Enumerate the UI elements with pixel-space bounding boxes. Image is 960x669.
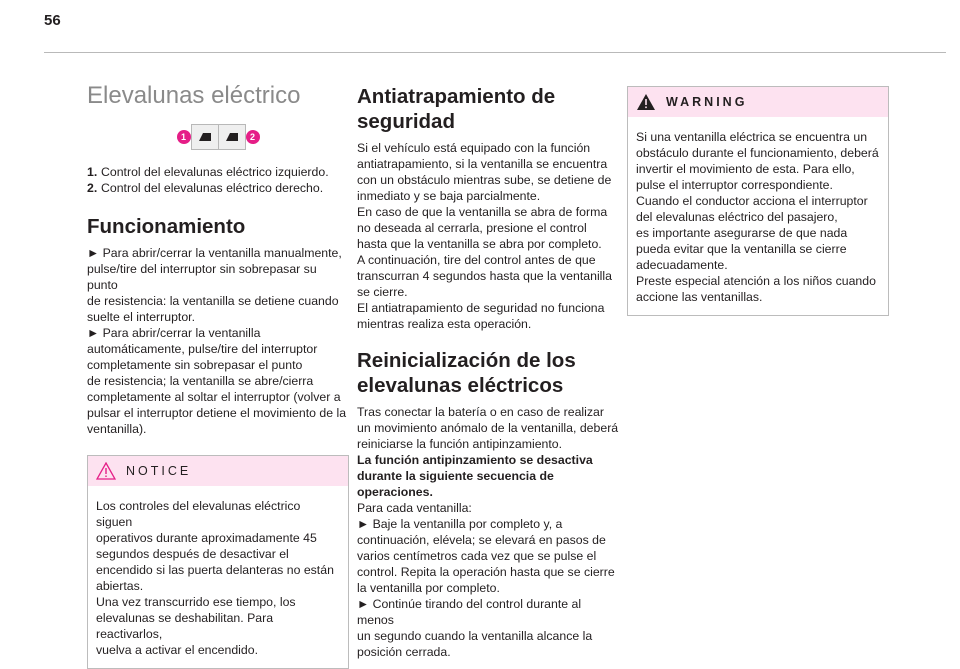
column-2 bbox=[357, 84, 619, 660]
warning-triangle-icon bbox=[636, 93, 656, 111]
notice-header bbox=[88, 456, 348, 486]
warning-title: WARNING bbox=[666, 95, 748, 109]
warning-box bbox=[627, 86, 889, 316]
warning-header bbox=[628, 87, 888, 117]
column-1 bbox=[87, 72, 349, 669]
section-title-antiatrapamiento: Antiatrapamiento de seguridad bbox=[357, 85, 556, 133]
antiatrapamiento-text: Si el vehículo está equipado con la función antiatrapamiento, si la ventanilla se encuentra con un obstáculo mientras sube, se detiene de inmediato y se baja parcialmente. En caso de que la ventanilla se abra de forma no deseada al cerrarla, presione el control hasta que la ventanilla se abra por completo. A continuación, tire del control antes de que transcurran 4 segundos hasta que la ventanilla se cierre. El antiatrapamiento de seguridad no funciona mientras realiza esta operación. bbox=[357, 141, 612, 331]
notice-triangle-icon bbox=[96, 462, 116, 480]
section-title-funcionamiento: Funcionamiento bbox=[87, 215, 246, 238]
reinicializacion-text: Tras conectar la batería o en caso de realizar un movimiento anómalo de la ventanilla, deberá reiniciarse la función antipinzamiento. La función antipinzamiento se desactiva durante la siguiente secuencia de operaciones. Para cada ventanilla: ► Baje la ventanilla por completo y, a continuación, elévela; se elevará en pasos de varios centímetros cada vez que se pulse el control. Repita la operación hasta que se cierre la ventanilla por completo. ► Continúe tirando del control durante al menos un segundo cuando la ventanilla alcance la posición cerrada. bbox=[357, 405, 619, 659]
section-title-reinicializacion: Reinicialización de los elevalunas eléctricos bbox=[357, 349, 576, 397]
list-item: 1. Control del elevalunas eléctrico izquierdo. bbox=[87, 165, 329, 179]
header-rule bbox=[44, 52, 946, 53]
notice-title: NOTICE bbox=[126, 464, 192, 478]
page-number: 56 bbox=[44, 12, 61, 29]
notice-box bbox=[87, 455, 349, 669]
funcionamiento-text: ► Para abrir/cerrar la ventanilla manualmente, pulse/tire del interruptor sin sobrepasar su punto de resistencia: la ventanilla se detiene cuando suelte el interruptor. ► Para abrir/cerrar la ventanilla automáticamente, pulse/tire del interruptor completamente sin sobrepasar el punto de resistencia; la ventanilla se abre/cierra completamente al soltar el interruptor (volver a pulsar el interruptor detiene el movimiento de la ventanilla). bbox=[87, 246, 347, 436]
badge-1: 1 bbox=[177, 130, 191, 144]
window-switch-illustration bbox=[87, 124, 349, 150]
right-window-switch-icon bbox=[219, 124, 246, 150]
warning-body: Si una ventanilla eléctrica se encuentra un obstáculo durante el funcionamiento, deberá invertir el movimiento de esta. Para ello, pulse el interruptor correspondiente. Cuando el conductor acciona el interruptor del elevalunas eléctrico del pasajero, es importante asegurarse de que nada pueda evitar que la ventanilla se cierre adecuadamente. Preste especial atención a los niños cuando accione las ventanillas. bbox=[636, 130, 879, 304]
list-item: 2. Control del elevalunas eléctrico derecho. bbox=[87, 181, 324, 195]
left-window-switch-icon bbox=[191, 124, 219, 150]
badge-2: 2 bbox=[246, 130, 260, 144]
legend-list bbox=[87, 164, 349, 196]
page-title: Elevalunas eléctrico bbox=[87, 82, 301, 109]
column-3 bbox=[627, 86, 889, 316]
notice-body: Los controles del elevalunas eléctrico siguen operativos durante aproximadamente 45 segundos después de desactivar el encendido si las puerta delanteras no están abiertas. Una vez transcurrido ese tiempo, los elevalunas se deshabilitan. Para reactivarlos, vuelva a activar el encendido. bbox=[96, 499, 334, 657]
